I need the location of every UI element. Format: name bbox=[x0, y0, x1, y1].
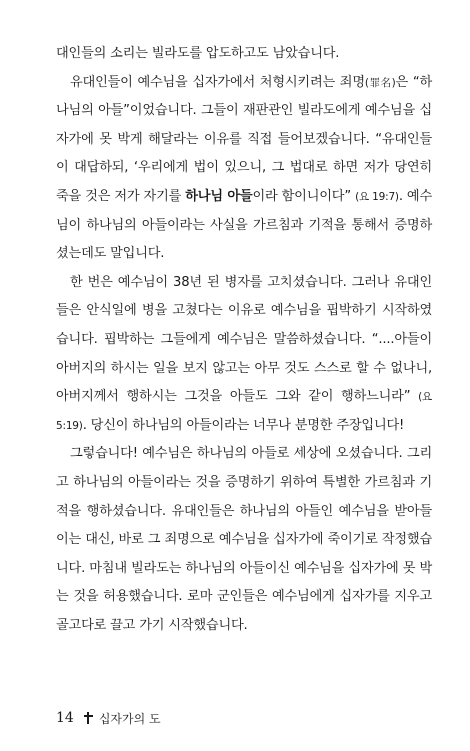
paragraph-2-text-a: 유대인들이 예수님을 십자가에서 처형시키려는 죄명 bbox=[70, 74, 365, 90]
scripture-reference-john-5-19: (요 5:19) bbox=[56, 391, 432, 432]
running-title: 십자가의 도 bbox=[98, 711, 161, 726]
paragraph-3-text-a: 한 번은 예수님이 38년 된 병자를 고치셨습니다. 그러나 유대인들은 안식일에 병을 고쳤다는 이유로 예수님을 핍박하기 시작하였습니다. 핍박하는 그들에게 예수님은 말씀하셨습니다. “....아들이 아버지의 하시는 일을 보지 않고는 아무 것도 스스로 할 수 없나니, 아버지께서 행하시는 그것을 아들도 그와 같이 행하느니라” bbox=[56, 274, 432, 405]
paragraph-3-text-c: . 당신이 하나님의 아들이라는 너무나 분명한 주장입니다! bbox=[82, 417, 405, 433]
paragraph-4: 그렇습니다! 예수님은 하나님의 아들로 세상에 오셨습니다. 그리고 하나님의 아들이라는 것을 증명하기 위하여 특별한 가르침과 기적을 행하셨습니다. 유대인들은 하나님의 아들인 예수님을 받아들이는 대신, 바로 그 죄명으로 예수님을 십자가에 죽이기로 작정했습니다. 마침내 빌라도는 하나님의 아들이신 예수님을 십자가에 못 박는 것을 허용했습니다. 로마 군인들은 예수님에게 십자가를 지우고 골고다로 끌고 가기 시작했습니다. bbox=[56, 446, 432, 633]
paragraph-2-text-e: 이라 함이니이다” bbox=[252, 188, 356, 204]
cross-icon bbox=[84, 712, 93, 724]
page-footer bbox=[56, 708, 161, 728]
hanja-annotation: (罪名) bbox=[364, 76, 396, 89]
paragraph-2-text-c: 은 “하나님의 아들”이었습니다. 그들이 재판관인 빌라도에게 예수님을 십자가에 못 박게 해달라는 이유를 직접 들어보겠습니다. “유대인들이 대답하되, ‘우리에게 법이 있으니, 그 법대로 하면 저가 당연히 죽을 것은 저가 자기를 bbox=[56, 74, 432, 204]
page-number: 14 bbox=[56, 710, 74, 726]
paragraph-3 bbox=[56, 269, 432, 441]
body-text bbox=[56, 40, 432, 640]
emphasis-son-of-god: 하나님 아들 bbox=[185, 188, 253, 204]
paragraph-2 bbox=[56, 69, 432, 269]
paragraph-1: 대인들의 소리는 빌라도를 압도하고도 남았습니다. bbox=[56, 46, 340, 61]
paragraph-2-text-g: . 예수님이 하나님의 아들이라는 사실을 가르침과 기적을 통해서 증명하셨는데도 말입니다. bbox=[56, 188, 432, 262]
scripture-reference-john-19-7: (요 19:7) bbox=[355, 190, 399, 203]
